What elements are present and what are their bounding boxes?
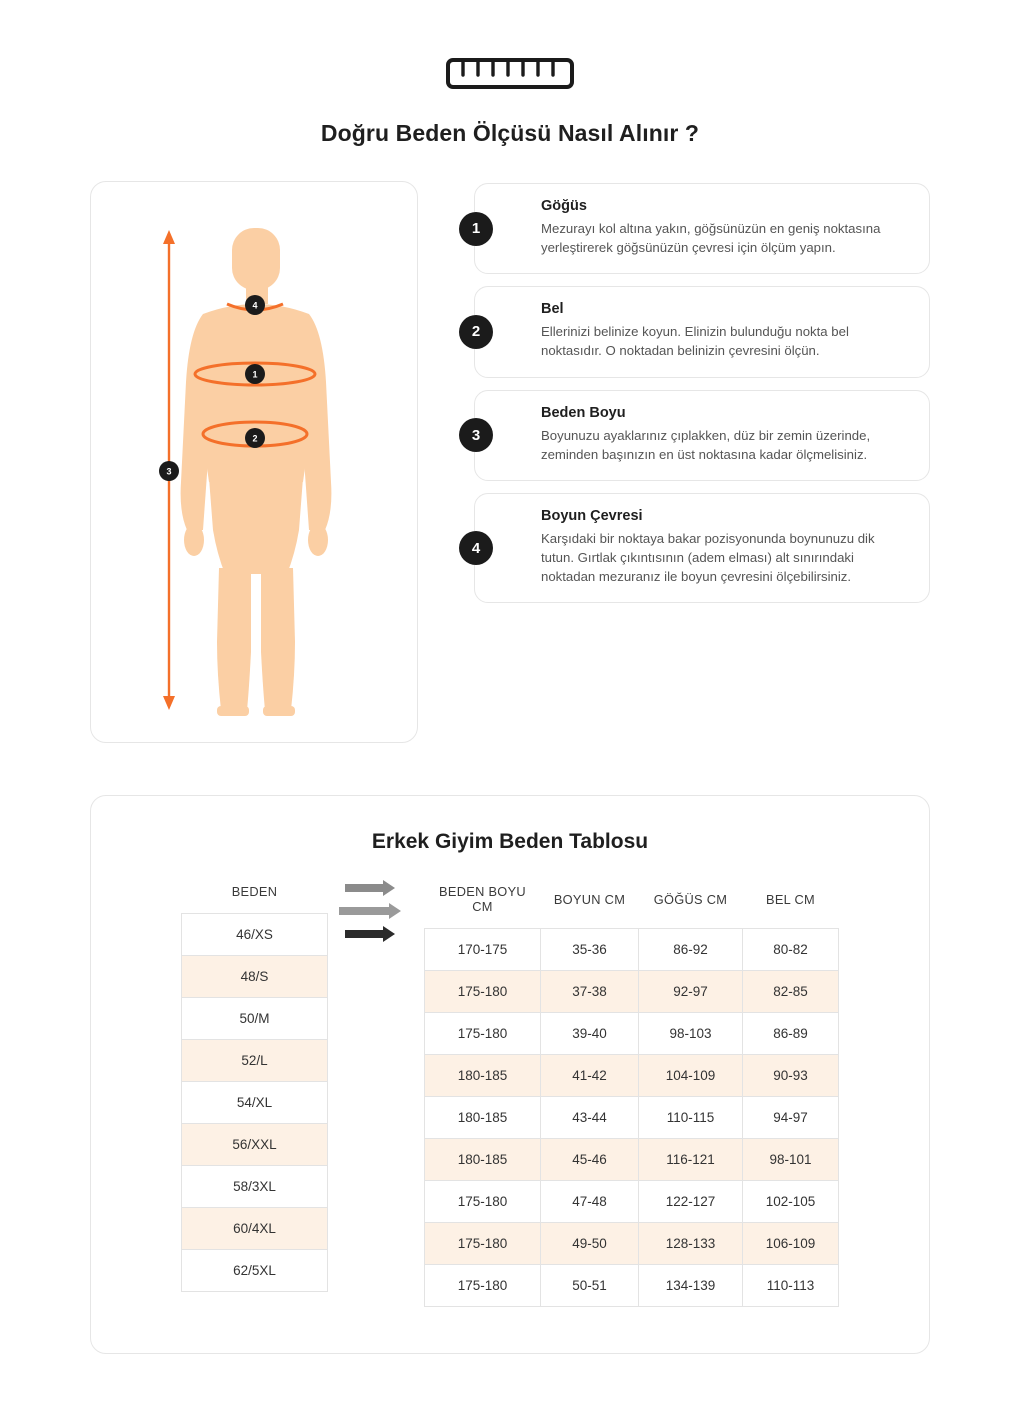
cell-boyun: 39-40 <box>541 1013 639 1055</box>
header-beden: BEDEN <box>231 884 278 899</box>
cell-boyun: 50-51 <box>541 1265 639 1307</box>
cell-bel: 94-97 <box>743 1097 839 1139</box>
cell-bel: 90-93 <box>743 1055 839 1097</box>
cell-boyun: 43-44 <box>541 1097 639 1139</box>
cell-bel: 98-101 <box>743 1139 839 1181</box>
table-row <box>425 929 839 971</box>
size-column-table <box>181 880 328 1292</box>
header-gogus: GÖĞÜS CM <box>653 891 728 907</box>
cell-gogus: 104-109 <box>639 1055 743 1097</box>
cell-boyun: 49-50 <box>541 1223 639 1265</box>
table-row <box>425 1097 839 1139</box>
arrow-right-icon <box>345 926 407 942</box>
svg-text:1: 1 <box>252 369 258 380</box>
step-badge-2: 2 <box>459 315 493 349</box>
header-beden-boyu: BEDEN BOYU CM <box>439 884 526 914</box>
size-table-title: Erkek Giyim Beden Tablosu <box>371 830 649 853</box>
cell-beden-boyu: 175-180 <box>425 971 541 1013</box>
step-card-1 <box>471 183 930 274</box>
size-cell: 54/XL <box>182 1082 328 1124</box>
step-text-3: Boyunuzu ayaklarınız çıplakken, düz bir zemin üzerinde, zeminden başınızın en üst noktasına kadar ölçmelisiniz. <box>541 427 871 462</box>
step-badge-1: 1 <box>459 212 493 246</box>
svg-text:4: 4 <box>252 300 258 311</box>
cell-gogus: 128-133 <box>639 1223 743 1265</box>
cell-beden-boyu: 170-175 <box>425 929 541 971</box>
cell-gogus: 110-115 <box>639 1097 743 1139</box>
size-column-body <box>182 914 328 1292</box>
step-text-4: Karşıdaki bir noktaya bakar pozisyonunda boynunuzu dik tutun. Gırtlak çıkıntısının (adem elması) alt sınırındaki noktadan mezuranız ile boyun çevresini ölçebilirsiniz. <box>541 530 875 585</box>
step-text-2: Ellerinizi belinize koyun. Elinizin bulunduğu nokta bel noktasıdır. O noktadan belinizin çevresini ölçün. <box>541 324 849 359</box>
step-badge-3: 3 <box>459 418 493 452</box>
header-bel: BEL CM <box>766 891 815 907</box>
cell-beden-boyu: 180-185 <box>425 1097 541 1139</box>
step-title-1: Göğüs <box>541 198 587 214</box>
cell-beden-boyu: 175-180 <box>425 1013 541 1055</box>
cell-boyun: 35-36 <box>541 929 639 971</box>
step-card-2 <box>471 286 930 377</box>
size-cell: 58/3XL <box>182 1166 328 1208</box>
body-figure <box>91 182 417 742</box>
size-cell: 60/4XL <box>182 1208 328 1250</box>
size-cell: 46/XS <box>182 914 328 956</box>
cell-boyun: 37-38 <box>541 971 639 1013</box>
cell-gogus: 122-127 <box>639 1181 743 1223</box>
step-badge-4: 4 <box>459 531 493 565</box>
marker-1 <box>245 364 265 384</box>
cell-gogus: 98-103 <box>639 1013 743 1055</box>
table-row <box>425 1265 839 1307</box>
size-table-layout <box>121 880 899 1307</box>
cell-bel: 80-82 <box>743 929 839 971</box>
cell-boyun: 45-46 <box>541 1139 639 1181</box>
size-cell: 50/M <box>182 998 328 1040</box>
cell-bel: 106-109 <box>743 1223 839 1265</box>
size-cell: 56/XXL <box>182 1124 328 1166</box>
cell-bel: 102-105 <box>743 1181 839 1223</box>
cell-bel: 86-89 <box>743 1013 839 1055</box>
cell-boyun: 47-48 <box>541 1181 639 1223</box>
cell-beden-boyu: 175-180 <box>425 1223 541 1265</box>
table-row <box>425 1181 839 1223</box>
measurements-body <box>425 929 839 1307</box>
cell-gogus: 134-139 <box>639 1265 743 1307</box>
body-figure-card <box>90 181 418 743</box>
arrow-right-icon <box>339 903 413 919</box>
step-title-3: Beden Boyu <box>541 404 626 421</box>
measurement-guide-section <box>0 181 1020 743</box>
cell-beden-boyu: 180-185 <box>425 1139 541 1181</box>
cell-beden-boyu: 175-180 <box>425 1265 541 1307</box>
steps-list <box>471 181 930 603</box>
table-row <box>425 971 839 1013</box>
ruler-icon-wrap <box>0 48 1020 92</box>
cell-gogus: 116-121 <box>639 1139 743 1181</box>
table-row <box>425 1223 839 1265</box>
cell-beden-boyu: 180-185 <box>425 1055 541 1097</box>
size-table-card <box>90 795 930 1354</box>
marker-2 <box>245 428 265 448</box>
step-title-2: Bel <box>541 301 564 318</box>
marker-4 <box>245 295 265 315</box>
table-row <box>425 1013 839 1055</box>
step-text-1: Mezurayı kol altına yakın, göğsünüzün en geniş noktasına yerleştirerek göğsünüzün çevresi için ölçüm yapın. <box>541 221 881 256</box>
svg-text:2: 2 <box>252 433 258 444</box>
table-row <box>425 1055 839 1097</box>
table-row <box>425 1139 839 1181</box>
marker-3 <box>159 461 179 481</box>
size-cell: 52/L <box>182 1040 328 1082</box>
size-cell: 48/S <box>182 956 328 998</box>
ruler-icon <box>445 48 575 92</box>
cell-boyun: 41-42 <box>541 1055 639 1097</box>
measurements-table <box>424 880 839 1307</box>
cell-gogus: 92-97 <box>639 971 743 1013</box>
arrows-group <box>328 880 424 942</box>
header-boyun: BOYUN CM <box>553 891 626 907</box>
size-cell: 62/5XL <box>182 1250 328 1292</box>
cell-gogus: 86-92 <box>639 929 743 971</box>
step-card-3 <box>471 390 930 481</box>
page-title: Doğru Beden Ölçüsü Nasıl Alınır ? <box>320 120 700 146</box>
arrow-right-icon <box>345 880 407 896</box>
step-card-4 <box>471 493 930 603</box>
cell-bel: 110-113 <box>743 1265 839 1307</box>
cell-bel: 82-85 <box>743 971 839 1013</box>
cell-beden-boyu: 175-180 <box>425 1181 541 1223</box>
step-title-4: Boyun Çevresi <box>541 507 643 524</box>
svg-text:3: 3 <box>166 466 172 477</box>
